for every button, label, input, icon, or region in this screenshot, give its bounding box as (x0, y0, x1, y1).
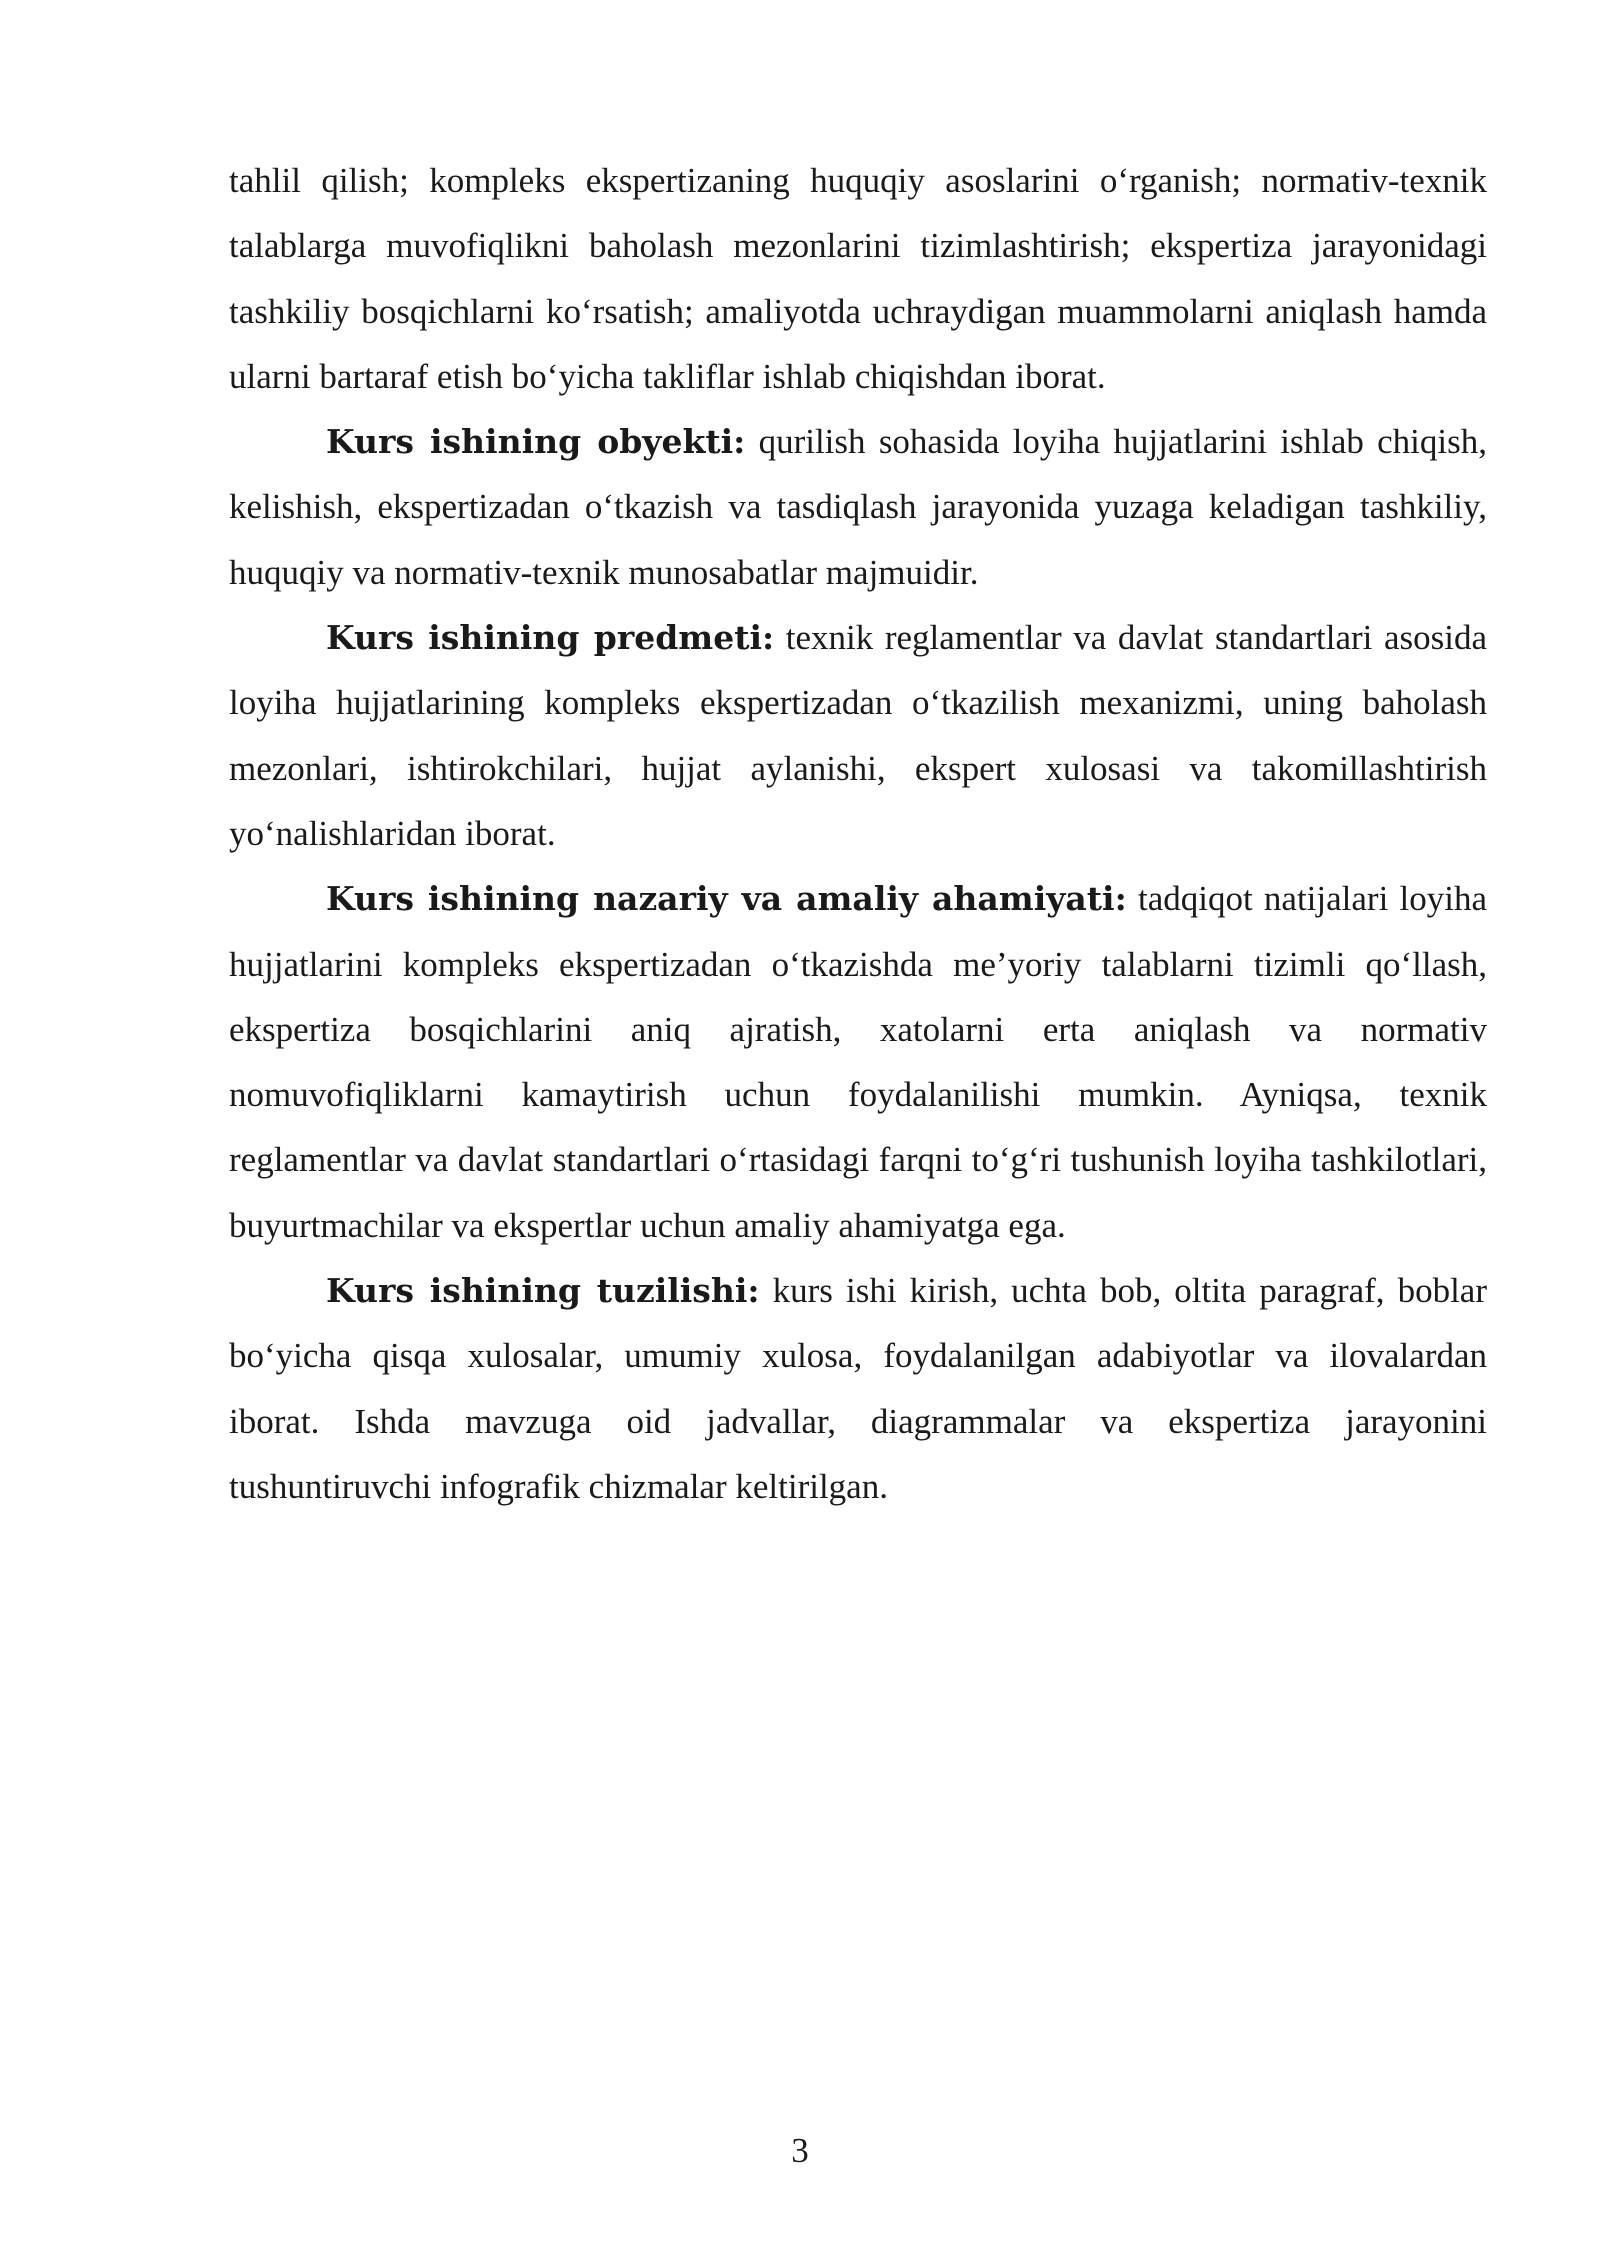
paragraph-lead: Kurs ishining tuzilishi: (326, 1271, 760, 1311)
paragraph-text: texnik reglamentlar va davlat standartlari asosida loyiha hujjatlarining kompleks ekspertizadan o‘tkazilish mexanizmi, uning baholash mezonlari, ishtirokchilari, hujjat aylanishi, ekspert xulosasi va takomillashtirish yo‘nalishlaridan iborat. (229, 618, 1487, 853)
body-text (229, 148, 1487, 1519)
paragraph-text: tahlil qilish; kompleks ekspertizaning huquqiy asoslarini o‘rganish; normativ-texnik talablarga muvofiqlikni baholash mezonlarini tizimlashtirish; ekspertiza jarayonidagi tashkiliy bosqichlarni ko‘rsatish; amaliyotda uchraydigan muammolarni aniqlash hamda ularni bartaraf etish bo‘yicha takliflar ishlab chiqishdan iborat. (229, 161, 1487, 396)
paragraph-text: tadqiqot natijalari loyiha hujjatlarini kompleks ekspertizadan o‘tkazishda me’yoriy talablarni tizimli qo‘llash, ekspertiza bosqichlarini aniq ajratish, xatolarni erta aniqlash va normativ nomuvofiqliklarni kamaytirish uchun foydalanilishi mumkin. Ayniqsa, texnik reglamentlar va davlat standartlari o‘rtasidagi farqni to‘g‘ri tushunish loyiha tashkilotlari, buyurtmachilar va ekspertlar uchun amaliy ahamiyatga ega. (229, 879, 1487, 1245)
paragraph-lead: Kurs ishining obyekti: (326, 422, 746, 462)
page-number: 3 (791, 2131, 809, 2170)
paragraph-lead: Kurs ishining nazariy va amaliy ahamiyati: (326, 879, 1127, 919)
paragraph-object (229, 409, 1487, 605)
paragraph-continuation (229, 148, 1487, 409)
paragraph-text: kurs ishi kirish, uchta bob, oltita paragraf, boblar bo‘yicha qisqa xulosalar, umumiy xulosa, foydalanilgan adabiyotlar va ilovalardan iborat. Ishda mavzuga oid jadvallar, diagrammalar va ekspertiza jarayonini tushuntiruvchi infografik chizmalar keltirilgan. (229, 1271, 1487, 1506)
paragraph-subject (229, 605, 1487, 866)
paragraph-text: qurilish sohasida loyiha hujjatlarini ishlab chiqish, kelishish, ekspertizadan o‘tkazish va tasdiqlash jarayonida yuzaga keladigan tashkiliy, huquqiy va normativ-texnik munosabatlar majmuidir. (229, 422, 1487, 592)
paragraph-significance (229, 866, 1487, 1258)
paragraph-lead: Kurs ishining predmeti: (326, 618, 775, 658)
paragraph-structure (229, 1258, 1487, 1519)
